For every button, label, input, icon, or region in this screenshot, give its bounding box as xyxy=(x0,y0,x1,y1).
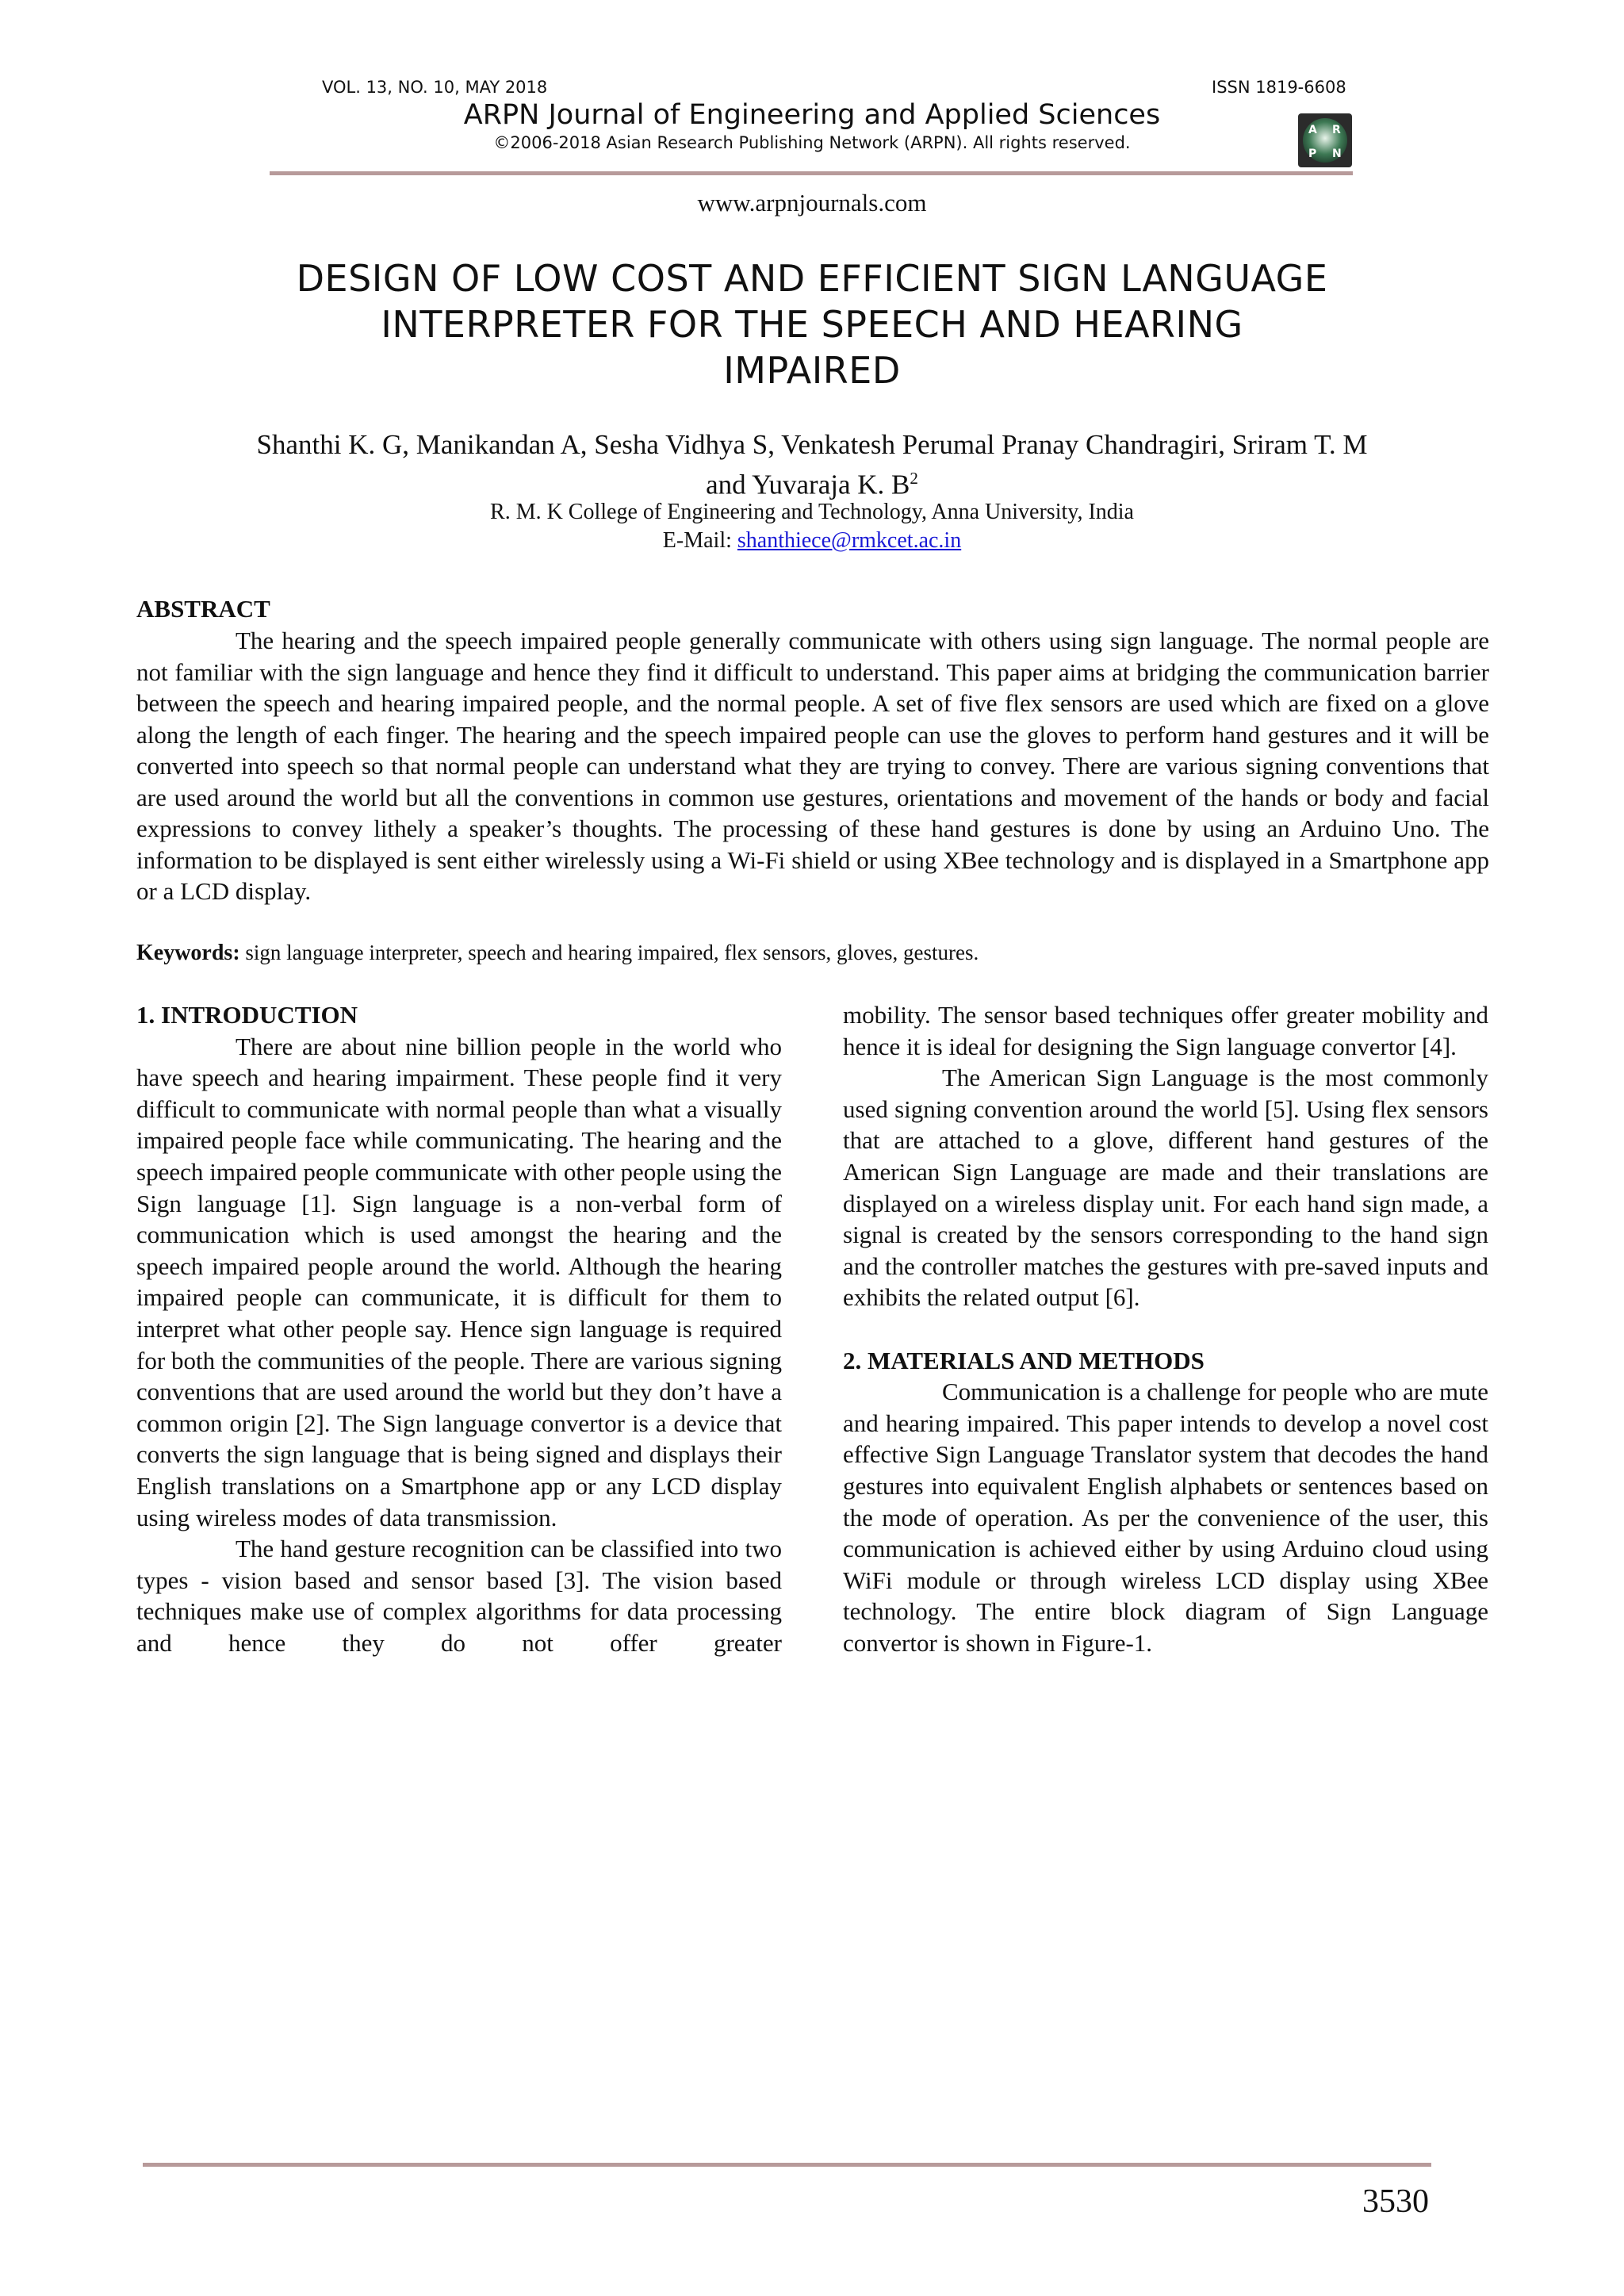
email-link[interactable]: shanthiece@rmkcet.ac.in xyxy=(737,528,962,553)
keywords xyxy=(136,941,1489,966)
intro-paragraph-1: There are about nine billion people in the world who have speech and hearing impairment. These people find it very difficult to communicate with normal people than what a visually impaired people face while communicating. The hearing and the speech impaired people communicate with other people using the Sign language [1]. Sign language is a non-verbal form of communication which is used amongst the hearing and the speech impaired people around the world. Although the hearing impaired people can communicate, it is difficult for them to interpret what other people say. Hence sign language is required for both the communities of the people. There are various signing conventions that are used around the world but they don’t have a common origin [2]. The Sign language convertor is a device that converts the sign language that is being signed and displays their English translations on a Smartphone app or any LCD display using wireless modes of data transmission. xyxy=(136,1032,782,1531)
svg-text:N: N xyxy=(1332,148,1342,160)
right-column xyxy=(843,999,1488,1658)
author-list xyxy=(159,428,1465,502)
arpn-logo-icon xyxy=(1297,113,1353,168)
title-line: DESIGN OF LOW COST AND EFFICIENT SIGN LANGUAGE xyxy=(296,257,1328,300)
author-superscript: 2 xyxy=(910,469,918,488)
abstract-text: The hearing and the speech impaired people generally communicate with others using sign language. The normal people are not familiar with the sign language and hence they find it difficult to understand. This paper aims at bridging the communication barrier between the speech and hearing impaired people, and the normal people. A set of five flex sensors are used which are fixed on a glove along the length of each finger. The hearing and the speech impaired people can use the gloves to perform hand gestures and it will be converted into speech so that normal people can understand what they are trying to convey. There are various signing conventions that are used around the world but all the conventions in common use gestures, orientations and movement of the hands or body and facial expressions to convey lithely a speaker’s thoughts. The processing of these hand gestures is done by using an Arduino Uno. The information to be displayed is sent either wirelessly using a Wi-Fi shield or using XBee technology and is displayed in a Smartphone app or a LCD display. xyxy=(136,627,1489,905)
title-line: INTERPRETER FOR THE SPEECH AND HEARING xyxy=(381,303,1243,346)
keywords-text: sign language interpreter, speech and hearing impaired, flex sensors, gloves, gestures. xyxy=(245,941,979,964)
footer-rule xyxy=(143,2163,1431,2167)
title-line: IMPAIRED xyxy=(723,349,901,392)
svg-text:R: R xyxy=(1332,124,1341,136)
intro-paragraph-3: The American Sign Language is the most commonly used signing convention around the world [5]. Using flex sensors that are attached to a glove, different hand gestures of the American Sign Language are made and their translations are displayed on a wireless display unit. For each hand sign made, a signal is created by the sensors corresponding to the hand sign and the controller matches the gestures with pre-saved inputs and exhibits the related output [6]. xyxy=(843,1064,1488,1312)
authors-line: Shanthi K. G, Manikandan A, Sesha Vidhya S, Venkatesh Perumal Pranay Chandragiri, Sriram T. M xyxy=(256,429,1368,460)
methods-paragraph-1: Communication is a challenge for people who are mute and hearing impaired. This paper intends to develop a novel cost effective Sign Language Translator system that decodes the hand gestures into equivalent English alphabets or sentences based on the mode of operation. As per the convenience of the user, this communication is achieved either by using Arduino cloud using WiFi module or through wireless LCD display using XBee technology. The entire block diagram of Sign Language convertor is shown in Figure-1. xyxy=(843,1378,1488,1657)
abstract-heading: ABSTRACT xyxy=(136,595,270,623)
website-link[interactable]: www.arpnjournals.com xyxy=(697,189,927,217)
affiliation: R. M. K College of Engineering and Technology, Anna University, India xyxy=(490,500,1134,524)
svg-text:P: P xyxy=(1308,148,1317,160)
header-rule xyxy=(270,171,1353,175)
issn-info: ISSN 1819-6608 xyxy=(1212,78,1346,97)
svg-text:A: A xyxy=(1308,124,1317,136)
copyright-notice: ©2006-2018 Asian Research Publishing Network (ARPN). All rights reserved. xyxy=(493,133,1131,152)
intro-paragraph-2: The hand gesture recognition can be classified into two types - vision based and sensor based [3]. The vision based techniques make use of complex algorithms for data processing and hence they do not offer greater xyxy=(136,1535,782,1657)
section-heading-introduction: 1. INTRODUCTION xyxy=(136,1001,358,1029)
authors-line-2: and Yuvaraja K. B xyxy=(706,469,910,500)
paper-title xyxy=(159,255,1465,393)
left-column xyxy=(136,999,782,1658)
intro-paragraph-2-continued: mobility. The sensor based techniques offer greater mobility and hence it is ideal for designing the Sign language convertor [4]. xyxy=(843,1001,1488,1060)
section-heading-methods: 2. MATERIALS AND METHODS xyxy=(843,1346,1205,1374)
email-label: E-Mail: xyxy=(662,528,732,553)
email-line xyxy=(0,528,1624,554)
keywords-label: Keywords: xyxy=(136,941,240,965)
volume-info: VOL. 13, NO. 10, MAY 2018 xyxy=(322,78,548,97)
page-number: 3530 xyxy=(1362,2183,1429,2220)
authors-line xyxy=(159,462,1465,502)
journal-title: ARPN Journal of Engineering and Applied Sciences xyxy=(463,99,1161,131)
